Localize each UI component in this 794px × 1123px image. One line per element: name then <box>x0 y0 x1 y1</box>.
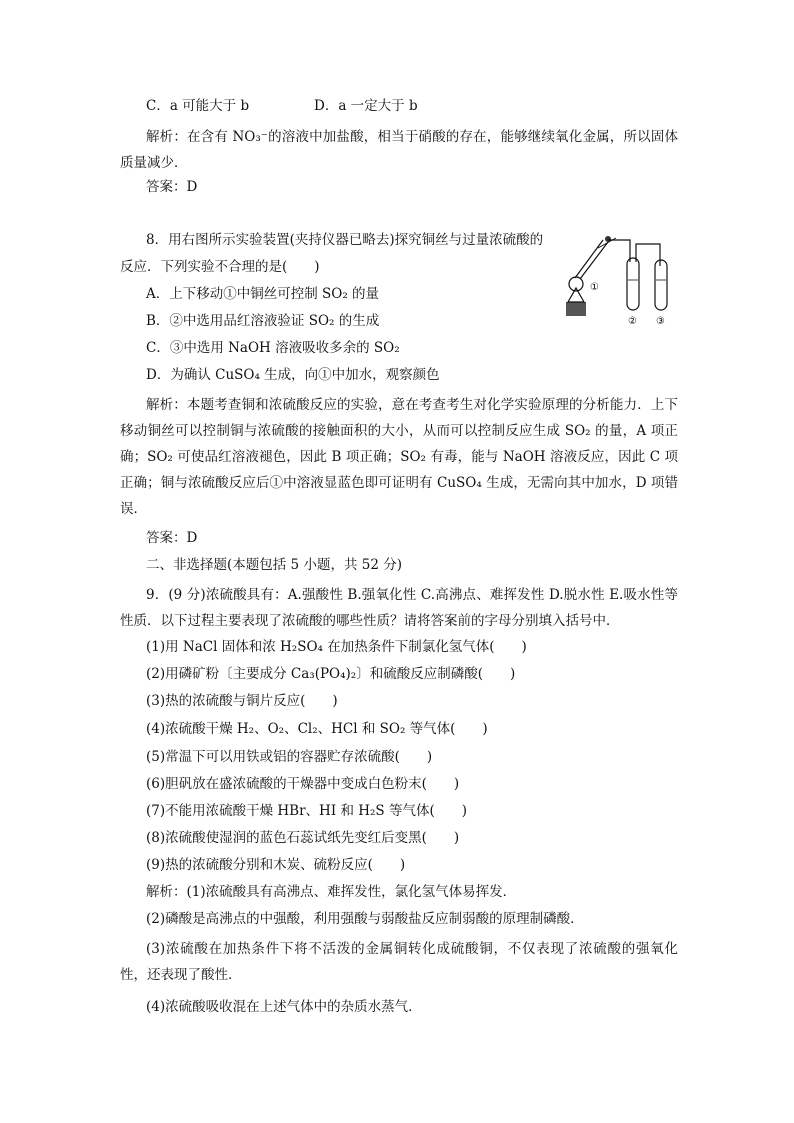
label-1: ① <box>590 282 599 293</box>
q9-item-9: (9)热的浓硫酸分别和木炭、硫粉反应( ) <box>146 857 406 873</box>
q7-analysis: 解析：在含有 NO₃⁻的溶液中加盐酸，相当于硝酸的存在，能够继续氧化金属，所以固体质量减少． <box>120 129 678 171</box>
q7-option-c: C．a 可能大于 b <box>146 98 250 114</box>
burner-base <box>566 302 586 316</box>
q7-answer: 答案：D <box>146 179 198 195</box>
q9-analysis-1: 解析：(1)浓硫酸具有高沸点、难挥发性，氯化氢气体易挥发． <box>146 884 517 900</box>
q8-option-d: D．为确认 CuSO₄ 生成，向①中加水，观察颜色 <box>146 367 440 383</box>
section-heading: 二、非选择题(本题包括 5 小题，共 52 分) <box>146 557 402 573</box>
q8-option-c: C．③中选用 NaOH 溶液吸收多余的 SO₂ <box>146 340 400 356</box>
q9-item-3: (3)热的浓硫酸与铜片反应( ) <box>146 693 338 709</box>
label-3: ③ <box>656 316 665 327</box>
q8-answer: 答案：D <box>146 530 198 546</box>
q8-option-b: B．②中选用品红溶液验证 SO₂ 的生成 <box>146 313 380 329</box>
q9-item-5: (5)常温下可以用铁或铝的容器贮存浓硫酸( ) <box>146 749 433 765</box>
q9-analysis-2: (2)磷酸是高沸点的中强酸，利用强酸与弱酸盐反应制弱酸的原理制磷酸． <box>146 911 584 927</box>
q9-analysis-4: (4)浓硫酸吸收混在上述气体中的杂质水蒸气． <box>146 999 422 1015</box>
experiment-apparatus-figure <box>556 218 684 330</box>
q9-item-2: (2)用磷矿粉〔主要成分 Ca₃(PO₄)₂〕和硫酸反应制磷酸( ) <box>146 666 516 682</box>
q7-option-d: D．a 一定大于 b <box>314 98 418 114</box>
q9-analysis-3: (3)浓硫酸在加热条件下将不活泼的金属铜转化成硫酸铜，不仅表现了浓硫酸的强氧化性，还表现了酸性． <box>120 941 678 983</box>
q9-item-6: (6)胆矾放在盛浓硫酸的干燥器中变成白色粉末( ) <box>146 776 460 792</box>
q8-stem-line1: 8．用右图所示实验装置(夹持仪器已略去)探究铜丝与过量浓硫酸的 <box>146 232 544 248</box>
q8-analysis: 解析：本题考查铜和浓硫酸反应的实验，意在考查考生对化学实验原理的分析能力．上下移动铜丝可以控制铜与浓硫酸的接触面积的大小，从而可以控制反应生成 SO₂ 的量，A 项正确；SO₂ 可使品红溶液褪色，因此 B 项正确；SO₂ 有毒，能与 NaOH 溶液反应，因此 C 项正确；铜与浓硫酸反应后①中溶液显蓝色即可证明有 CuSO₄ 生成，无需向其中加水，D 项错误． <box>120 397 678 517</box>
test-tube-3 <box>655 260 667 310</box>
q9-item-8: (8)浓硫酸使湿润的蓝色石蕊试纸先变红后变黑( ) <box>146 830 460 846</box>
q9-item-7: (7)不能用浓硫酸干燥 HBr、HI 和 H₂S 等气体( ) <box>146 803 468 819</box>
label-2: ② <box>628 316 637 327</box>
test-tube-2 <box>627 258 639 310</box>
q8-stem-line2: 反应．下列实验不合理的是( ) <box>120 259 320 275</box>
q9-item-1: (1)用 NaCl 固体和浓 H₂SO₄ 在加热条件下制氯化氢气体( ) <box>146 639 527 655</box>
flame-icon <box>568 288 584 302</box>
q8-option-a: A．上下移动①中铜丝可控制 SO₂ 的量 <box>146 286 380 302</box>
q9-item-4: (4)浓硫酸干燥 H₂、O₂、Cl₂、HCl 和 SO₂ 等气体( ) <box>146 721 488 737</box>
q9-stem: 9．(9 分)浓硫酸具有：A.强酸性 B.强氧化性 C.高沸点、难挥发性 D.脱水性 E.吸水性等性质．以下过程主要表现了浓硫酸的哪些性质？请将答案前的字母分别填入括号中． <box>120 587 678 629</box>
